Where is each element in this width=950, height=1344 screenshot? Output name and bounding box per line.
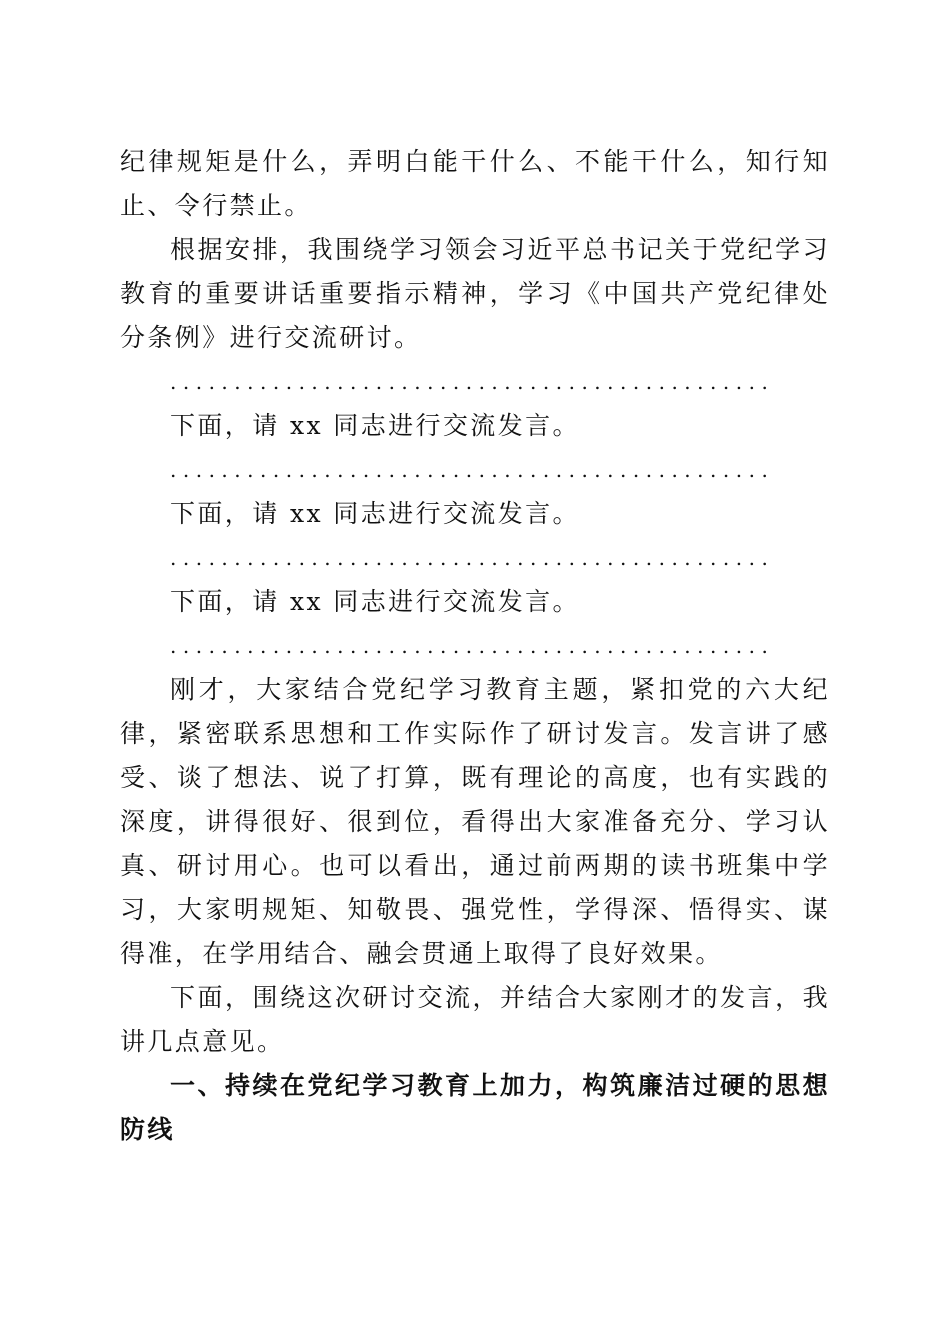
paragraph-opinions: 下面，围绕这次研讨交流，并结合大家刚才的发言，我讲几点意见。 bbox=[120, 983, 830, 1056]
ellipsis-line: ............................................... bbox=[170, 634, 775, 658]
paragraph-intro-continued: 纪律规矩是什么，弄明白能干什么、不能干什么，知行知止、令行禁止。 bbox=[120, 147, 830, 220]
paragraph-arrangement: 根据安排，我围绕学习领会习近平总书记关于党纪学习教育的重要讲话重要指示精神，学习《中国共产党纪律处分条例》进行交流研讨。 bbox=[120, 235, 830, 352]
document-body bbox=[120, 140, 830, 1152]
speaker-call: 下面，请 xx 同志进行交流发言。 bbox=[170, 499, 580, 528]
ellipsis-line: ............................................... bbox=[170, 546, 775, 570]
section-heading: 一、持续在党纪学习教育上加力，构筑廉洁过硬的思想防线 bbox=[120, 1071, 830, 1144]
ellipsis-line: ............................................... bbox=[170, 370, 775, 394]
speaker-call: 下面，请 xx 同志进行交流发言。 bbox=[170, 587, 580, 616]
speaker-call: 下面，请 xx 同志进行交流发言。 bbox=[170, 411, 580, 440]
ellipsis-line: ............................................... bbox=[170, 458, 775, 482]
paragraph-summary: 刚才，大家结合党纪学习教育主题，紧扣党的六大纪律，紧密联系思想和工作实际作了研讨发言。发言讲了感受、谈了想法、说了打算，既有理论的高度，也有实践的深度，讲得很好、很到位，看得出大家准备充分、学习认真、研讨用心。也可以看出，通过前两期的读书班集中学习，大家明规矩、知敬畏、强党性，学得深、悟得实、谋得准，在学用结合、融会贯通上取得了良好效果。 bbox=[120, 675, 830, 968]
